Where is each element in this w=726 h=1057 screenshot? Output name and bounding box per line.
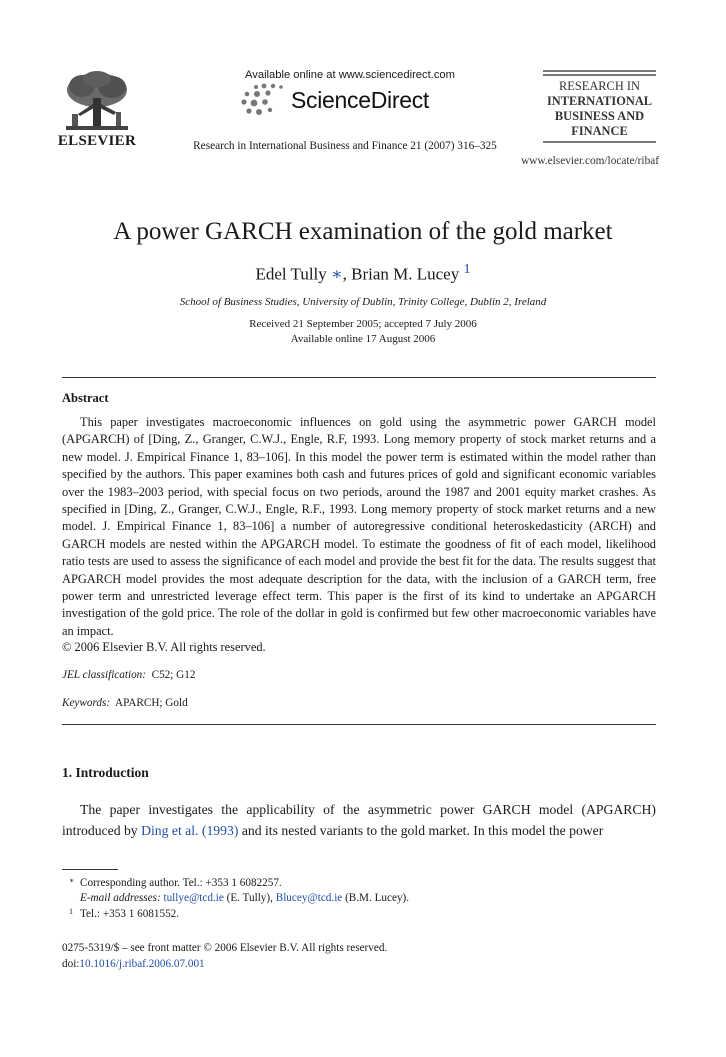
doi-line [62, 957, 387, 973]
journal-box-line3: BUSINESS AND [554, 109, 645, 123]
author-separator: , [342, 264, 352, 284]
footnote-emails [62, 891, 409, 906]
received-dates: Received 21 September 2005; accepted 7 July 2006 [249, 318, 477, 330]
journal-url[interactable]: www.elsevier.com/locate/ribaf [521, 155, 659, 167]
abstract-heading: Abstract [62, 391, 109, 405]
jel-label: JEL classification: [62, 669, 147, 681]
journal-title-box [543, 70, 656, 145]
author-footnote-marker[interactable]: 1 [463, 261, 471, 277]
available-online-date: Available online 17 August 2006 [290, 333, 436, 345]
doi-prefix: doi: [62, 957, 80, 970]
footnotes [62, 876, 409, 922]
journal-box-title [543, 79, 656, 139]
journal-box-line4: FINANCE [571, 124, 628, 138]
abstract-copyright: © 2006 Elsevier B.V. All rights reserved. [62, 640, 266, 654]
journal-box-line2: INTERNATIONAL [546, 94, 653, 108]
email-owner: (E. Tully), [226, 892, 273, 905]
intro-text-start: The paper investigates the applicability of the asymmetric power GARCH model (APGARCH) introduced by [62, 802, 656, 838]
footnote-text: Corresponding author. Tel.: +353 1 6082257. [80, 877, 282, 889]
intro-text-end: and its nested variants to the gold market. In this model the power [238, 822, 604, 838]
elsevier-tree-logo [58, 70, 136, 132]
journal-box-rule-top-2 [543, 74, 656, 76]
footnote-rule [62, 869, 118, 870]
author-list [0, 261, 726, 285]
footnote [62, 907, 409, 922]
journal-box-line1: RESEARCH IN [559, 79, 640, 93]
intro-text [62, 800, 656, 841]
footnote [62, 876, 409, 891]
email-link[interactable]: tullye@tcd.ie [163, 892, 224, 905]
available-online-banner[interactable]: Available online at www.sciencedirect.com [245, 69, 455, 81]
section-heading: 1. Introduction [62, 765, 149, 780]
affiliation: School of Business Studies, University of Dublin, Trinity College, Dublin 2, Ireland [179, 296, 547, 308]
divider [62, 724, 656, 725]
doi-link[interactable]: 10.1016/j.ribaf.2006.07.001 [79, 957, 205, 970]
jel-value: C52; G12 [151, 669, 196, 681]
sciencedirect-wordmark: ScienceDirect [291, 87, 429, 113]
intro-paragraph [62, 800, 656, 841]
footnote-marker: ∗ [69, 876, 75, 885]
journal-box-rule-top [543, 70, 656, 72]
email-label: E-mail addresses: [80, 892, 161, 905]
journal-box-rule-bottom [543, 141, 656, 143]
sciencedirect-dots-icon [240, 83, 292, 117]
author-name: Brian M. Lucey [351, 264, 460, 284]
jel-classification [62, 669, 195, 681]
author-name: Edel Tully [255, 264, 327, 284]
abstract-paragraph: This paper investigates macroeconomic influences on gold using the asymmetric power GARCH model (APGARCH) of [Ding, Z., Granger, C.W.J., Engle, R.F, 1993. Long memory property of stock market returns and a new model. J. Empirical Finance 1, 83–106]. In this model the power term is estimated within the model rather than specified by the authors. This paper examines both cash and futures prices of gold and significant economic variables over the 1983–2003 period, with special focus on two periods, around the 1987 and 2001 equity market crashes. As specified in [Ding, Z., Granger, C.W.J., Engle, R.F., 1993. Long memory property of stock market returns and a new model. J. Empirical Finance 1, 83–106] a number of autoregressive conditional heteroskedasticity (ARCH) and GARCH models are nested within the APGARCH model. To estimate the goodness of fit of each model, likelihood ratio tests are used to assess the significance of each model and provide the best fit for the data. The results suggest that APGARCH model provides the most adequate description for the data, with the inclusion of a GARCH term, free power term and unrestricted leverage effect term. This paper is the first of its kind to undertake an APGARCH investigation of the gold price. The role of the dollar in gold is confirmed but few other macroeconomic variables have an impact. [62, 415, 656, 638]
corresponding-author-marker[interactable]: ∗ [331, 264, 343, 284]
publisher-name: ELSEVIER [57, 133, 137, 149]
front-matter [62, 941, 387, 972]
paper-title: A power GARCH examination of the gold market [113, 218, 613, 245]
abstract-body [62, 414, 656, 640]
keywords [62, 697, 188, 709]
email-owner: (B.M. Lucey). [345, 892, 410, 905]
keywords-value: APARCH; Gold [115, 697, 188, 709]
email-link[interactable]: Blucey@tcd.ie [275, 892, 343, 905]
footnote-text: Tel.: +353 1 6081552. [80, 907, 180, 920]
issn-line: 0275-5319/$ – see front matter © 2006 Elsevier B.V. All rights reserved. [62, 942, 388, 954]
keywords-label: Keywords: [62, 697, 111, 709]
divider [62, 377, 656, 378]
journal-citation: Research in International Business and Finance 21 (2007) 316–325 [193, 140, 497, 152]
citation-link[interactable]: Ding et al. (1993) [141, 822, 239, 838]
footnote-marker: 1 [69, 906, 73, 916]
